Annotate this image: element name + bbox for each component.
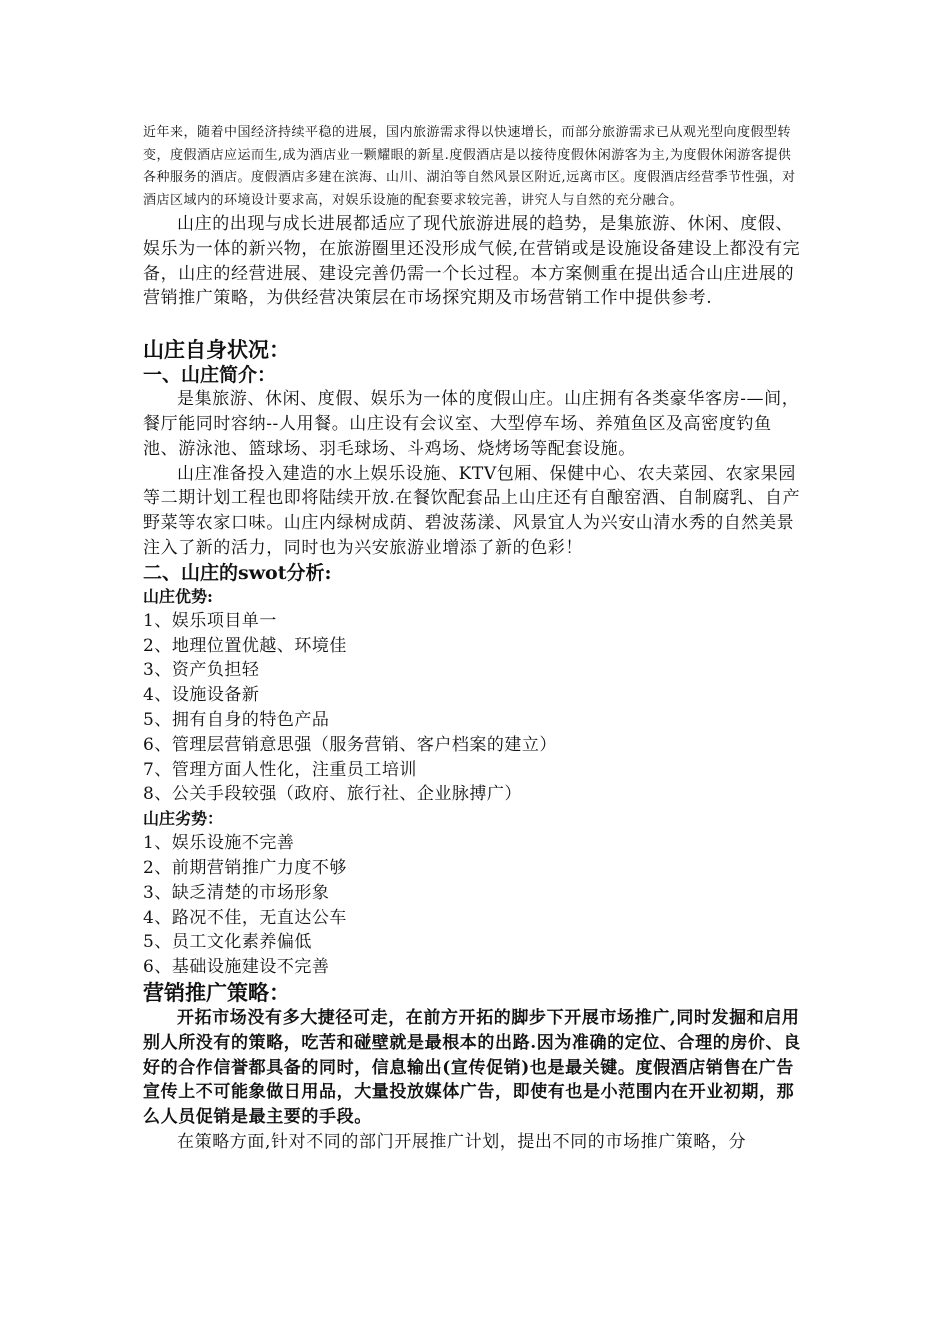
subsection-title-swot: 二、山庄的swot分析: xyxy=(143,561,332,584)
list-item: 6、基础设施建设不完善 xyxy=(143,957,330,978)
estate-intro-paragraph-1: 是集旅游、休闲、度假、娱乐为一体的度假山庄。山庄拥有各类豪华客房-—间，餐厅能同时容纳--人用餐。山庄设有会议室、大型停车场、养殖鱼区及高密度钓鱼池、游泳池、篮球场、羽毛球场、斗鸡场、烧烤场等配套设施。 xyxy=(143,389,800,459)
list-item: 5、拥有自身的特色产品 xyxy=(143,709,330,730)
section-spacer xyxy=(143,311,803,337)
estate-intro-paragraph-2: 山庄准备投入建造的水上娱乐设施、KTV包厢、保健中心、农夫菜园、农家果园等二期计划工程也即将陆续开放.在餐饮配套品上山庄还有自酿窑酒、自制腐乳、自产野菜等农家口味。山庄内绿树成荫、碧波荡漾、风景宜人为兴安山清水秀的自然美景注入了新的活力，同时也为兴安旅游业增添了新的色彩！ xyxy=(143,463,801,558)
list-item: 2、地理位置优越、环境佳 xyxy=(143,635,347,656)
list-item: 7、管理方面人性化，注重员工培训 xyxy=(143,759,417,780)
marketing-bold-paragraph: 开拓市场没有多大捷径可走，在前方开拓的脚步下开展市场推广,同时发掘和启用别人所没有的策略，吃苦和碰壁就是最根本的出路.因为准确的定位、合理的房价、良好的合作信誉都具备的同时，信息输出(宣传促销)也是最关键。度假酒店销售在广告宣传上不可能象做日用品，大量投放媒体广告，即使有也是小范围内在开业初期，那么人员促销是最主要的手段。 xyxy=(143,1007,801,1128)
weaknesses-list xyxy=(143,831,803,980)
list-item: 1、娱乐项目单一 xyxy=(143,610,277,631)
list-item: 5、员工文化素养偏低 xyxy=(143,932,312,953)
list-item: 1、娱乐设施不完善 xyxy=(143,833,295,854)
intro-paragraph: 山庄的出现与成长进展都适应了现代旅游进展的趋势，是集旅游、休闲、度假、娱乐为一体的新兴物，在旅游圈里还没形成气候,在营销或是设施设备建设上都没有完备，山庄的经营进展、建设完善仍需一个长过程。本方案侧重在提出适合山庄进展的营销推广策略，为供经营决策层在市场探究期及市场营销工作中提供参考. xyxy=(143,214,801,309)
list-item: 3、资产负担轻 xyxy=(143,660,260,681)
list-item: 3、缺乏清楚的市场形象 xyxy=(143,882,330,903)
subsection-title-intro: 一、山庄简介： xyxy=(143,364,277,387)
strengths-list xyxy=(143,609,803,807)
list-item: 6、管理层营销意思强（服务营销、客户档案的建立） xyxy=(143,734,557,755)
list-item: 4、路况不佳，无直达公车 xyxy=(143,907,347,928)
weaknesses-title: 山庄劣势： xyxy=(143,809,224,829)
list-item: 4、设施设备新 xyxy=(143,685,260,706)
list-item: 2、前期营销推广力度不够 xyxy=(143,857,347,878)
list-item: 8、公关手段较强（政府、旅行社、企业脉搏广） xyxy=(143,784,522,805)
section-title-marketing: 营销推广策略： xyxy=(143,980,290,1005)
section-title-status: 山庄自身状况： xyxy=(143,338,290,363)
document-body xyxy=(143,122,803,1155)
strengths-title: 山庄优势: xyxy=(143,586,213,606)
intro-small-paragraph: 近年来，随着中国经济持续平稳的进展，国内旅游需求得以快速增长，而部分旅游需求已从观光型向度假型转变，度假酒店应运而生,成为酒店业一颗耀眼的新星.度假酒店是以接待度假休闲游客为主,为度假休闲游客提供各种服务的酒店。度假酒店多建在滨海、山川、湖泊等自然风景区附近,远离市区。度假酒店经营季节性强，对酒店区域内的环境设计要求高，对娱乐设施的配套要求较完善，讲究人与自然的充分融合。 xyxy=(143,125,796,208)
marketing-paragraph: 在策略方面,针对不同的部门开展推广计划，提出不同的市场推广策略，分 xyxy=(177,1131,747,1152)
